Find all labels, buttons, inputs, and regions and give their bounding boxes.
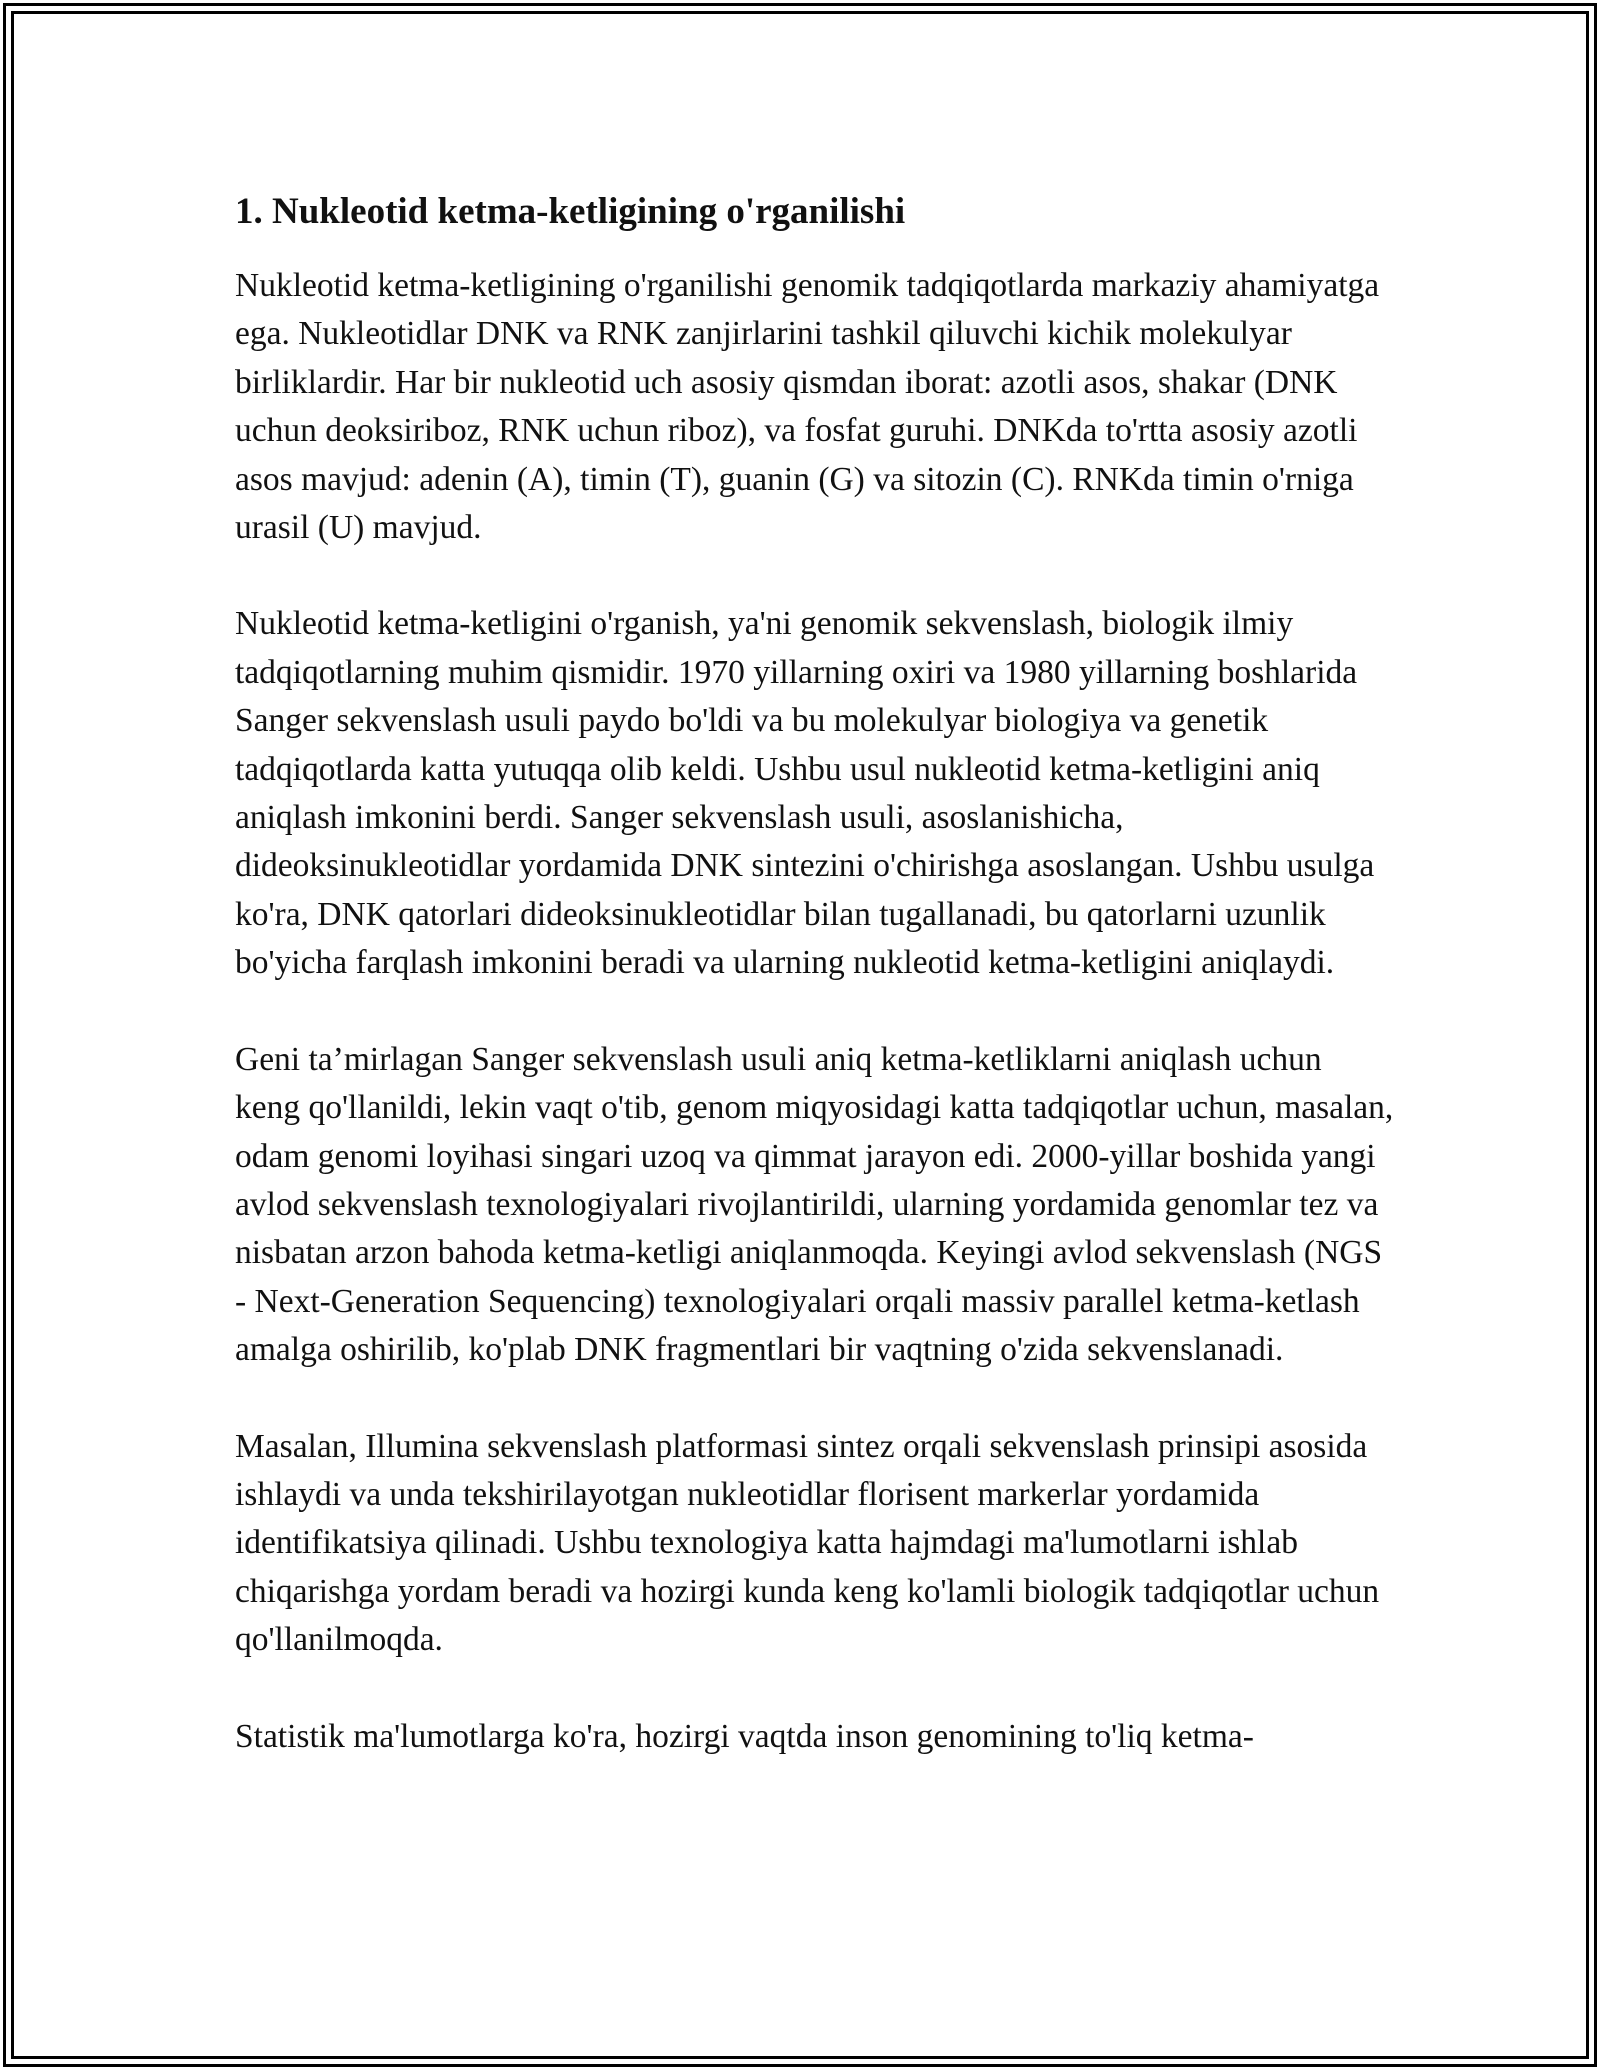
paragraph-2: Nukleotid ketma-ketligini o'rganish, ya'ni genomik sekvenslash, biologik ilmiy tadqiqotlarning muhim qismidir. 1970 yillarning oxiri va 1980 yillarning boshlarida Sanger sekvenslash usuli paydo bo'ldi va bu molekulyar biologiya va genetik tadqiqotlarda katta yutuqqa olib keldi. Ushbu usul nukleotid ketma-ketligini aniq aniqlash imkonini berdi. Sanger sekvenslash usuli, asoslanishicha, dideoksinukleotidlar yordamida DNK sintezini o'chirishga asoslangan. Ushbu usulga ko'ra, DNK qatorlari dideoksinukleotidlar bilan tugallanadi, bu qatorlarni uzunlik bo'yicha farqlash imkonini beradi va ularning nukleotid ketma-ketligini aniqlaydi. xyxy=(235,605,1375,982)
paragraph-5: Statistik ma'lumotlarga ko'ra, hozirgi vaqtda inson genomining to'liq ketma- xyxy=(235,1717,1254,1755)
paragraph-3: Geni ta’mirlagan Sanger sekvenslash usuli aniq ketma-ketliklarni aniqlash uchun keng qo'llanildi, lekin vaqt o'tib, genom miqyosidagi katta tadqiqotlar uchun, masalan, odam genomi loyihasi singari uzoq va qimmat jarayon edi. 2000-yillar boshida yangi avlod sekvenslash texnologiyalari rivojlantirildi, ularning yordamida genomlar tez va nisbatan arzon bahoda ketma-ketligi aniqlanmoqda. Keyingi avlod sekvenslash (NGS - Next-Generation Sequencing) texnologiyalari orqali massiv parallel ketma-ketlash amalga oshirilib, ko'plab DNK fragmentlari bir vaqtning o'zida sekvenslanadi. xyxy=(235,1040,1394,1369)
document-body xyxy=(235,184,1395,1809)
section-heading: 1. Nukleotid ketma-ketligining o'rganilishi xyxy=(235,191,906,232)
paragraph-4: Masalan, Illumina sekvenslash platformasi sintez orqali sekvenslash prinsipi asosida ishlaydi va unda tekshirilayotgan nukleotidlar florisent markerlar yordamida identifikatsiya qilinadi. Ushbu texnologiya katta hajmdagi ma'lumotlarni ishlab chiqarishga yordam beradi va hozirgi kunda keng ko'lamli biologik tadqiqotlar uchun qo'llanilmoqda. xyxy=(235,1427,1380,1659)
paragraph-1: Nukleotid ketma-ketligining o'rganilishi genomik tadqiqotlarda markaziy ahamiyatga ega. Nukleotidlar DNK va RNK zanjirlarini tashkil qiluvchi kichik molekulyar birliklardir. Har bir nukleotid uch asosiy qismdan iborat: azotli asos, shakar (DNK uchun deoksiriboz, RNK uchun riboz), va fosfat guruhi. DNKda to'rtta asosiy azotli asos mavjud: adenin (A), timin (T), guanin (G) va sitozin (C). RNKda timin o'rniga urasil (U) mavjud. xyxy=(235,267,1380,547)
